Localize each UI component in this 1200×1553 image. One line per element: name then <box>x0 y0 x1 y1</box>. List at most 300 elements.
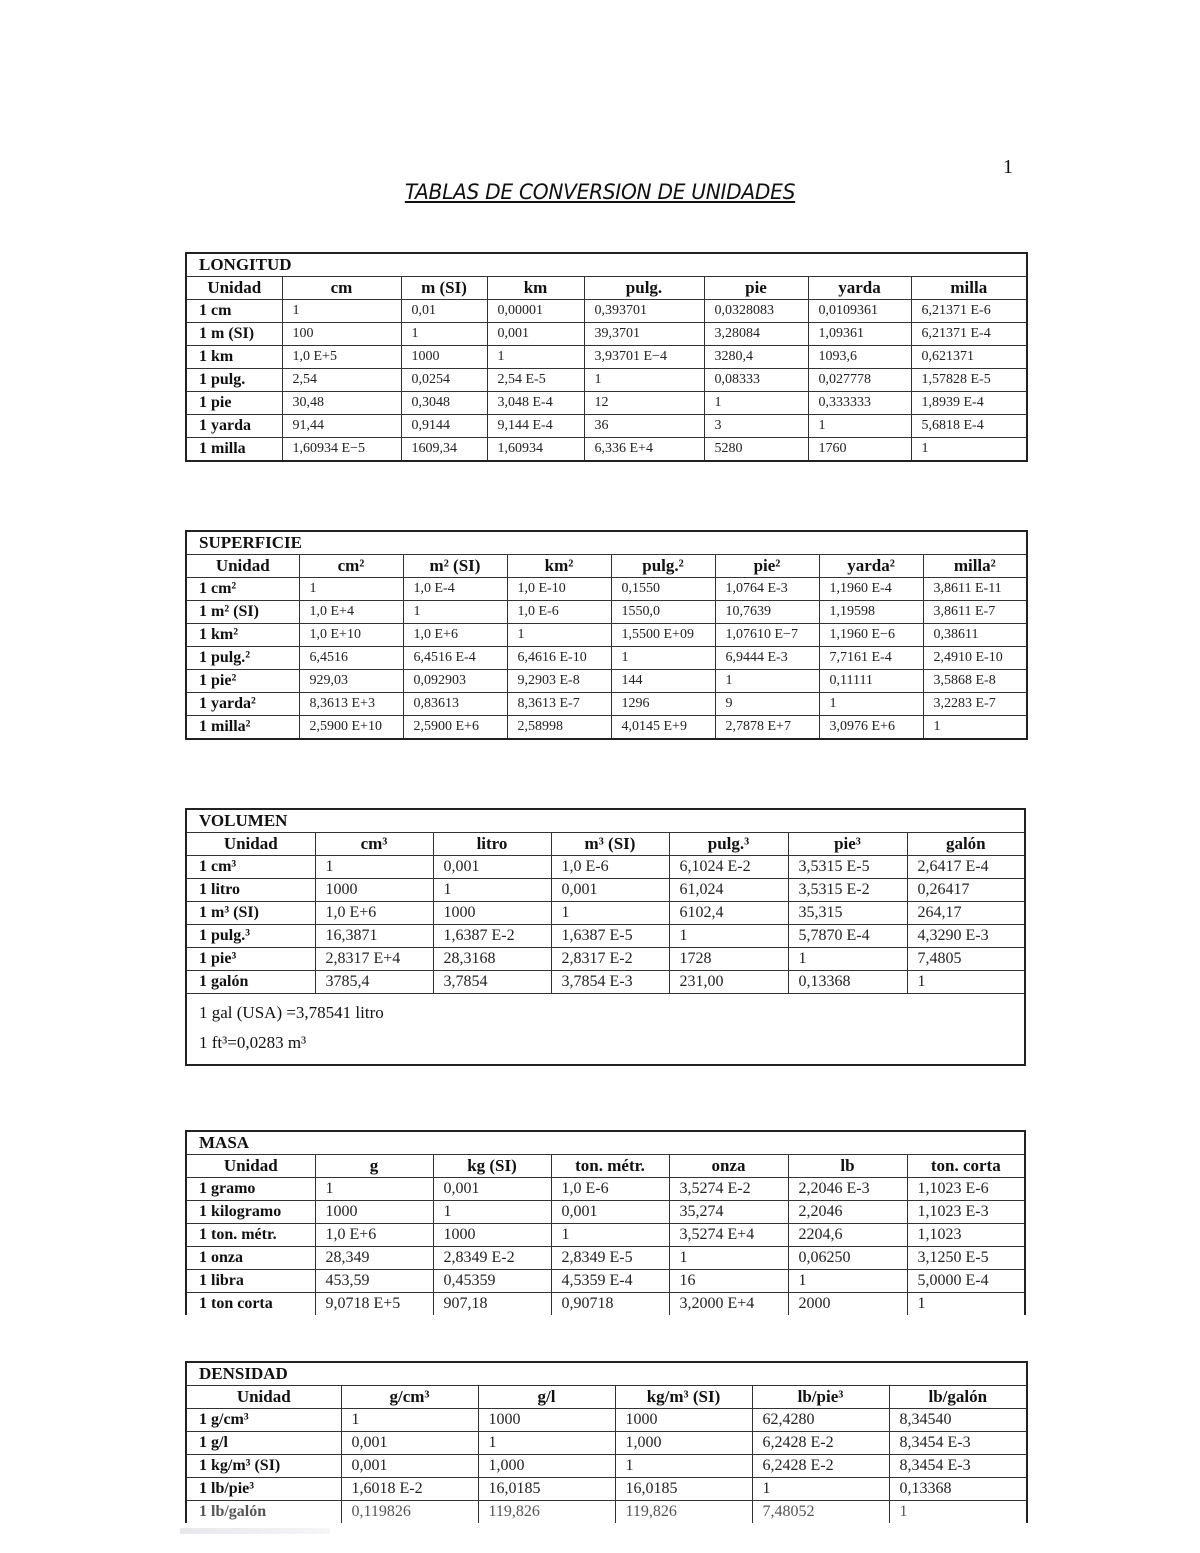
table-row <box>186 948 1025 971</box>
row-unit-label: 1 m (SI) <box>186 323 282 346</box>
conversion-value: 61,024 <box>669 879 788 902</box>
conversion-value: 0,13368 <box>788 971 907 994</box>
conversion-value: 7,4805 <box>907 948 1025 971</box>
conversion-value: 1 <box>433 879 551 902</box>
column-header: lb/galón <box>889 1386 1027 1409</box>
conversion-value: 1,8939 E-4 <box>911 392 1027 415</box>
conversion-value: 2,58998 <box>507 716 611 740</box>
conversion-value: 6,21371 E-4 <box>911 323 1027 346</box>
conversion-value: 0,0328083 <box>704 300 808 323</box>
row-unit-label: 1 milla² <box>186 716 299 740</box>
conversion-value: 9,144 E-4 <box>487 415 584 438</box>
table-row <box>186 392 1027 415</box>
conversion-value: 16,0185 <box>478 1478 615 1501</box>
conversion-value: 264,17 <box>907 902 1025 925</box>
conversion-value: 1,0 E+10 <box>299 624 403 647</box>
conversion-value: 2,5900 E+6 <box>403 716 507 740</box>
conversion-value: 1 <box>299 578 403 601</box>
column-header: g/l <box>478 1386 615 1409</box>
conversion-value: 2204,6 <box>788 1224 907 1247</box>
conversion-value: 7,7161 E-4 <box>819 647 923 670</box>
conversion-value: 5,7870 E-4 <box>788 925 907 948</box>
column-header: Unidad <box>186 277 282 300</box>
conversion-value: 1 <box>507 624 611 647</box>
table-row <box>186 902 1025 925</box>
conversion-value: 6,336 E+4 <box>584 438 704 462</box>
conversion-value: 0,001 <box>551 1201 669 1224</box>
table-row <box>186 1409 1027 1432</box>
table-title: SUPERFICIE <box>186 531 1027 555</box>
column-header: Unidad <box>186 555 299 578</box>
conversion-value: 0,092903 <box>403 670 507 693</box>
conversion-value: 1 <box>819 693 923 716</box>
column-header: litro <box>433 833 551 856</box>
conversion-value: 6,9444 E-3 <box>715 647 819 670</box>
conversion-value: 5280 <box>704 438 808 462</box>
conversion-value: 1 <box>752 1478 889 1501</box>
conversion-value: 0,00001 <box>487 300 584 323</box>
conversion-value: 1 <box>907 971 1025 994</box>
table-row <box>186 1270 1025 1293</box>
conversion-value: 1000 <box>478 1409 615 1432</box>
conversion-value: 2,5900 E+10 <box>299 716 403 740</box>
row-unit-label: 1 gramo <box>186 1178 315 1201</box>
conversion-value: 2,54 E-5 <box>487 369 584 392</box>
conversion-value: 30,48 <box>282 392 401 415</box>
conversion-value: 2,8349 E-2 <box>433 1247 551 1270</box>
conversion-value: 0,027778 <box>808 369 911 392</box>
conversion-value: 1,09361 <box>808 323 911 346</box>
conversion-value: 1,57828 E-5 <box>911 369 1027 392</box>
conversion-value: 1 <box>615 1455 752 1478</box>
table-row <box>186 1501 1027 1524</box>
table-row <box>186 1432 1027 1455</box>
note-line: 1 ft³=0,0283 m³ <box>199 1033 307 1052</box>
conversion-value: 907,18 <box>433 1293 551 1316</box>
table-row <box>186 346 1027 369</box>
column-header: Unidad <box>186 833 315 856</box>
conversion-value: 1 <box>611 647 715 670</box>
conversion-value: 1 <box>788 1270 907 1293</box>
conversion-value: 1 <box>715 670 819 693</box>
conversion-value: 3,1250 E-5 <box>907 1247 1025 1270</box>
table-row <box>186 1293 1025 1316</box>
conversion-value: 1,0 E-6 <box>507 601 611 624</box>
conversion-value: 1,6018 E-2 <box>341 1478 478 1501</box>
column-header: yarda² <box>819 555 923 578</box>
conversion-value: 16,0185 <box>615 1478 752 1501</box>
conversion-value: 1,1960 E−6 <box>819 624 923 647</box>
table-row <box>186 601 1027 624</box>
row-unit-label: 1 cm <box>186 300 282 323</box>
table-row <box>186 300 1027 323</box>
conversion-value: 3,0976 E+6 <box>819 716 923 740</box>
row-unit-label: 1 ton corta <box>186 1293 315 1316</box>
table-row <box>186 578 1027 601</box>
conversion-value: 2,6417 E-4 <box>907 856 1025 879</box>
conversion-value: 119,826 <box>478 1501 615 1524</box>
conversion-value: 1 <box>889 1501 1027 1524</box>
conversion-value: 0,1550 <box>611 578 715 601</box>
table-notes <box>186 994 1025 1066</box>
table-row <box>186 1224 1025 1247</box>
conversion-value: 2,7878 E+7 <box>715 716 819 740</box>
conversion-value: 3,048 E-4 <box>487 392 584 415</box>
conversion-value: 4,3290 E-3 <box>907 925 1025 948</box>
scan-smudge <box>180 1528 330 1534</box>
conversion-value: 3,5315 E-2 <box>788 879 907 902</box>
conversion-value: 0,621371 <box>911 346 1027 369</box>
conversion-value: 1,60934 E−5 <box>282 438 401 462</box>
conversion-value: 1,6387 E-5 <box>551 925 669 948</box>
row-unit-label: 1 galón <box>186 971 315 994</box>
column-header: m (SI) <box>401 277 487 300</box>
conversion-value: 1 <box>551 902 669 925</box>
conversion-value: 0,333333 <box>808 392 911 415</box>
row-unit-label: 1 km <box>186 346 282 369</box>
conversion-value: 1,0 E+4 <box>299 601 403 624</box>
table-title: LONGITUD <box>186 253 1027 277</box>
conversion-value: 1 <box>907 1293 1025 1316</box>
conversion-value: 3280,4 <box>704 346 808 369</box>
conversion-value: 1000 <box>401 346 487 369</box>
row-unit-label: 1 litro <box>186 879 315 902</box>
column-header: ton. corta <box>907 1155 1025 1178</box>
conversion-value: 3,2283 E-7 <box>923 693 1027 716</box>
conversion-value: 0,3048 <box>401 392 487 415</box>
conversion-value: 0,0254 <box>401 369 487 392</box>
conversion-value: 2,4910 E-10 <box>923 647 1027 670</box>
conversion-value: 3,8611 E-11 <box>923 578 1027 601</box>
conversion-value: 3,5274 E+4 <box>669 1224 788 1247</box>
conversion-value: 0,001 <box>551 879 669 902</box>
row-unit-label: 1 pie² <box>186 670 299 693</box>
conversion-value: 1000 <box>315 879 433 902</box>
table-superficie <box>185 530 1028 740</box>
row-unit-label: 1 yarda <box>186 415 282 438</box>
row-unit-label: 1 pulg.² <box>186 647 299 670</box>
page-number: 1 <box>1003 156 1013 178</box>
row-unit-label: 1 cm² <box>186 578 299 601</box>
row-unit-label: 1 pie³ <box>186 948 315 971</box>
conversion-value: 1093,6 <box>808 346 911 369</box>
document-title: TABLAS DE CONVERSION DE UNIDADES <box>404 180 796 204</box>
conversion-value: 1,1960 E-4 <box>819 578 923 601</box>
row-unit-label: 1 m³ (SI) <box>186 902 315 925</box>
conversion-value: 1,5500 E+09 <box>611 624 715 647</box>
conversion-value: 3,8611 E-7 <box>923 601 1027 624</box>
conversion-value: 9,0718 E+5 <box>315 1293 433 1316</box>
conversion-value: 1 <box>584 369 704 392</box>
conversion-value: 0,001 <box>433 856 551 879</box>
conversion-value: 4,0145 E+9 <box>611 716 715 740</box>
conversion-value: 1,1023 E-3 <box>907 1201 1025 1224</box>
row-unit-label: 1 pulg.³ <box>186 925 315 948</box>
conversion-value: 1,0764 E-3 <box>715 578 819 601</box>
conversion-value: 1,07610 E−7 <box>715 624 819 647</box>
column-header: Unidad <box>186 1386 341 1409</box>
conversion-value: 0,38611 <box>923 624 1027 647</box>
conversion-value: 1,6387 E-2 <box>433 925 551 948</box>
conversion-value: 1 <box>487 346 584 369</box>
conversion-value: 6102,4 <box>669 902 788 925</box>
column-header: cm² <box>299 555 403 578</box>
conversion-value: 6,4516 <box>299 647 403 670</box>
row-unit-label: 1 pie <box>186 392 282 415</box>
table-row <box>186 647 1027 670</box>
conversion-value: 0,01 <box>401 300 487 323</box>
conversion-value: 35,315 <box>788 902 907 925</box>
conversion-value: 1728 <box>669 948 788 971</box>
table-row <box>186 971 1025 994</box>
note-line: 1 gal (USA) =3,78541 litro <box>199 1003 384 1022</box>
conversion-value: 3,5315 E-5 <box>788 856 907 879</box>
conversion-value: 1296 <box>611 693 715 716</box>
row-unit-label: 1 yarda² <box>186 693 299 716</box>
column-header: km² <box>507 555 611 578</box>
column-header: lb <box>788 1155 907 1178</box>
conversion-value: 1,0 E-6 <box>551 856 669 879</box>
table-row <box>186 624 1027 647</box>
conversion-value: 1 <box>341 1409 478 1432</box>
column-header: pie³ <box>788 833 907 856</box>
conversion-value: 2000 <box>788 1293 907 1316</box>
conversion-value: 5,6818 E-4 <box>911 415 1027 438</box>
table-row <box>186 369 1027 392</box>
conversion-value: 1,60934 <box>487 438 584 462</box>
conversion-value: 1 <box>788 948 907 971</box>
column-header: kg (SI) <box>433 1155 551 1178</box>
conversion-value: 100 <box>282 323 401 346</box>
conversion-value: 1,19598 <box>819 601 923 624</box>
table-row <box>186 879 1025 902</box>
column-header: m³ (SI) <box>551 833 669 856</box>
column-header: km <box>487 277 584 300</box>
row-unit-label: 1 libra <box>186 1270 315 1293</box>
conversion-value: 0,83613 <box>403 693 507 716</box>
conversion-value: 1,0 E-6 <box>551 1178 669 1201</box>
column-header: milla <box>911 277 1027 300</box>
row-unit-label: 1 lb/galón <box>186 1501 341 1524</box>
conversion-value: 1 <box>551 1224 669 1247</box>
conversion-value: 6,4616 E-10 <box>507 647 611 670</box>
row-unit-label: 1 ton. métr. <box>186 1224 315 1247</box>
conversion-value: 1 <box>315 856 433 879</box>
table-row <box>186 925 1025 948</box>
conversion-value: 1609,34 <box>401 438 487 462</box>
conversion-value: 0,45359 <box>433 1270 551 1293</box>
conversion-value: 1 <box>923 716 1027 740</box>
column-header: g/cm³ <box>341 1386 478 1409</box>
conversion-value: 1 <box>282 300 401 323</box>
column-header: pulg. <box>584 277 704 300</box>
conversion-value: 1 <box>808 415 911 438</box>
column-header: cm³ <box>315 833 433 856</box>
table-volumen <box>185 808 1026 1066</box>
conversion-value: 3,28084 <box>704 323 808 346</box>
column-header: pulg.² <box>611 555 715 578</box>
column-header: milla² <box>923 555 1027 578</box>
conversion-value: 0,06250 <box>788 1247 907 1270</box>
conversion-value: 3,7854 E-3 <box>551 971 669 994</box>
table-row <box>186 1478 1027 1501</box>
conversion-value: 1000 <box>615 1409 752 1432</box>
conversion-value: 1760 <box>808 438 911 462</box>
conversion-value: 16,3871 <box>315 925 433 948</box>
conversion-value: 0,90718 <box>551 1293 669 1316</box>
conversion-value: 0,393701 <box>584 300 704 323</box>
conversion-value: 1 <box>403 601 507 624</box>
conversion-value: 2,54 <box>282 369 401 392</box>
table-masa <box>185 1130 1026 1315</box>
conversion-value: 119,826 <box>615 1501 752 1524</box>
column-header: pie² <box>715 555 819 578</box>
conversion-value: 2,2046 <box>788 1201 907 1224</box>
table-title: MASA <box>186 1131 1025 1155</box>
row-unit-label: 1 onza <box>186 1247 315 1270</box>
row-unit-label: 1 km² <box>186 624 299 647</box>
row-unit-label: 1 m² (SI) <box>186 601 299 624</box>
column-header: m² (SI) <box>403 555 507 578</box>
column-header: pulg.³ <box>669 833 788 856</box>
conversion-value: 62,4280 <box>752 1409 889 1432</box>
column-header: ton. métr. <box>551 1155 669 1178</box>
conversion-value: 929,03 <box>299 670 403 693</box>
conversion-value: 6,4516 E-4 <box>403 647 507 670</box>
conversion-value: 8,34540 <box>889 1409 1027 1432</box>
row-unit-label: 1 g/l <box>186 1432 341 1455</box>
conversion-value: 0,26417 <box>907 879 1025 902</box>
conversion-value: 0,001 <box>433 1178 551 1201</box>
conversion-value: 2,2046 E-3 <box>788 1178 907 1201</box>
conversion-value: 8,3454 E-3 <box>889 1455 1027 1478</box>
conversion-value: 3,5274 E-2 <box>669 1178 788 1201</box>
conversion-value: 0,13368 <box>889 1478 1027 1501</box>
row-unit-label: 1 kilogramo <box>186 1201 315 1224</box>
conversion-value: 0,0109361 <box>808 300 911 323</box>
conversion-value: 39,3701 <box>584 323 704 346</box>
table-row <box>186 323 1027 346</box>
conversion-value: 0,001 <box>341 1455 478 1478</box>
table-row <box>186 670 1027 693</box>
conversion-value: 28,349 <box>315 1247 433 1270</box>
conversion-value: 1 <box>478 1432 615 1455</box>
conversion-value: 1,1023 E-6 <box>907 1178 1025 1201</box>
conversion-value: 1 <box>401 323 487 346</box>
table-title: DENSIDAD <box>186 1362 1027 1386</box>
conversion-value: 16 <box>669 1270 788 1293</box>
conversion-value: 3,7854 <box>433 971 551 994</box>
conversion-value: 35,274 <box>669 1201 788 1224</box>
table-row <box>186 1455 1027 1478</box>
conversion-value: 3,2000 E+4 <box>669 1293 788 1316</box>
conversion-value: 6,2428 E-2 <box>752 1455 889 1478</box>
conversion-value: 6,2428 E-2 <box>752 1432 889 1455</box>
conversion-value: 3,93701 E−4 <box>584 346 704 369</box>
conversion-value: 8,3613 E+3 <box>299 693 403 716</box>
row-unit-label: 1 lb/pie³ <box>186 1478 341 1501</box>
conversion-value: 1000 <box>433 1224 551 1247</box>
conversion-value: 0,08333 <box>704 369 808 392</box>
conversion-value: 1,1023 <box>907 1224 1025 1247</box>
table-row <box>186 693 1027 716</box>
conversion-value: 3,5868 E-8 <box>923 670 1027 693</box>
conversion-value: 1,0 E+6 <box>315 902 433 925</box>
conversion-value: 144 <box>611 670 715 693</box>
column-header: cm <box>282 277 401 300</box>
conversion-value: 8,3454 E-3 <box>889 1432 1027 1455</box>
row-unit-label: 1 cm³ <box>186 856 315 879</box>
row-unit-label: 1 pulg. <box>186 369 282 392</box>
column-header: onza <box>669 1155 788 1178</box>
conversion-value: 28,3168 <box>433 948 551 971</box>
column-header: galón <box>907 833 1025 856</box>
conversion-value: 8,3613 E-7 <box>507 693 611 716</box>
conversion-value: 3785,4 <box>315 971 433 994</box>
conversion-value: 2,8349 E-5 <box>551 1247 669 1270</box>
conversion-value: 1 <box>669 1247 788 1270</box>
conversion-value: 2,8317 E-2 <box>551 948 669 971</box>
conversion-value: 1 <box>433 1201 551 1224</box>
conversion-value: 91,44 <box>282 415 401 438</box>
conversion-value: 6,21371 E-6 <box>911 300 1027 323</box>
conversion-value: 2,8317 E+4 <box>315 948 433 971</box>
conversion-value: 1,0 E-10 <box>507 578 611 601</box>
conversion-value: 0,119826 <box>341 1501 478 1524</box>
conversion-value: 1,0 E+6 <box>403 624 507 647</box>
table-row <box>186 1247 1025 1270</box>
conversion-value: 1 <box>704 392 808 415</box>
column-header: kg/m³ (SI) <box>615 1386 752 1409</box>
conversion-value: 9,2903 E-8 <box>507 670 611 693</box>
table-row <box>186 438 1027 462</box>
row-unit-label: 1 milla <box>186 438 282 462</box>
column-header: pie <box>704 277 808 300</box>
conversion-value: 0,11111 <box>819 670 923 693</box>
table-row <box>186 1201 1025 1224</box>
conversion-value: 3 <box>704 415 808 438</box>
conversion-value: 7,48052 <box>752 1501 889 1524</box>
table-row <box>186 1178 1025 1201</box>
table-row <box>186 415 1027 438</box>
conversion-value: 0,9144 <box>401 415 487 438</box>
conversion-value: 231,00 <box>669 971 788 994</box>
conversion-value: 0,001 <box>341 1432 478 1455</box>
conversion-value: 36 <box>584 415 704 438</box>
row-unit-label: 1 kg/m³ (SI) <box>186 1455 341 1478</box>
conversion-value: 12 <box>584 392 704 415</box>
conversion-value: 10,7639 <box>715 601 819 624</box>
conversion-value: 6,1024 E-2 <box>669 856 788 879</box>
conversion-value: 1 <box>669 925 788 948</box>
conversion-value: 1 <box>911 438 1027 462</box>
conversion-value: 4,5359 E-4 <box>551 1270 669 1293</box>
conversion-value: 5,0000 E-4 <box>907 1270 1025 1293</box>
column-header: lb/pie³ <box>752 1386 889 1409</box>
conversion-value: 1,0 E-4 <box>403 578 507 601</box>
column-header: yarda <box>808 277 911 300</box>
conversion-value: 1,000 <box>478 1455 615 1478</box>
table-row <box>186 856 1025 879</box>
column-header: Unidad <box>186 1155 315 1178</box>
table-row <box>186 716 1027 740</box>
table-title: VOLUMEN <box>186 809 1025 833</box>
table-longitud <box>185 252 1028 462</box>
conversion-value: 1,000 <box>615 1432 752 1455</box>
conversion-value: 1 <box>315 1178 433 1201</box>
conversion-value: 1550,0 <box>611 601 715 624</box>
conversion-value: 1,0 E+5 <box>282 346 401 369</box>
